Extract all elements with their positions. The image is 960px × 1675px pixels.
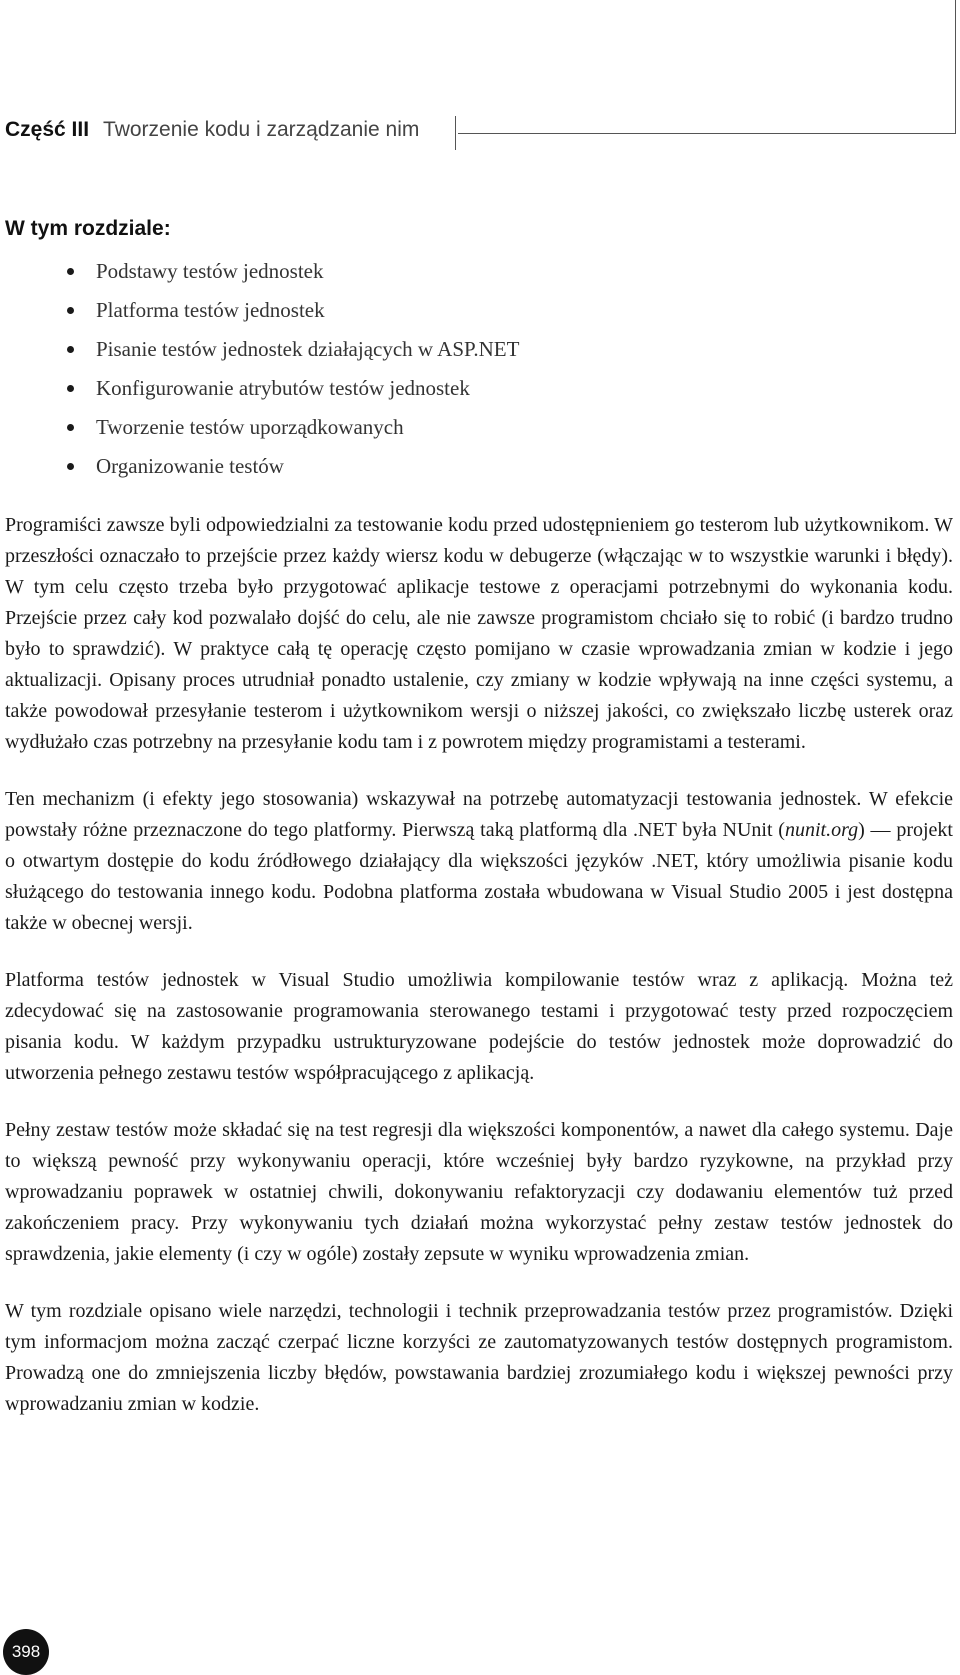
topic-item	[60, 373, 519, 412]
paragraph-chapter-summary: W tym rozdziale opisano wiele narzędzi, technologii i technik przeprowadzania testów przez programistów. Dzięki tym informacjom można zacząć czerpać liczne korzyści ze zautomatyzowanych testów dostępnych programistom. Prowadzą one do zmniejszenia liczby błędów, powstawania bardziej zrozumiałego kodu i większej pewności przy wprowadzaniu zmian w kodzie.	[5, 1300, 953, 1415]
header-rule	[458, 133, 956, 134]
topic-text: Konfigurowanie atrybutów testów jednostek	[96, 376, 470, 400]
crop-mark-line	[955, 0, 956, 134]
bullet-icon	[67, 307, 74, 314]
topic-text: Pisanie testów jednostek działających w ASP.NET	[96, 337, 520, 361]
paragraph-regression: Pełny zestaw testów może składać się na test regresji dla większości komponentów, a nawet dla całego systemu. Daje to większą pewność przy wykonywaniu operacji, które wcześniej były bardzo ryzykowne, na przykład przy wprowadzaniu poprawek w ostatniej chwili, dokonywaniu refaktoryzacji czy dodawaniu elementów tuż przed zakończeniem pracy. Przy wykonywaniu tych działań można wykorzystać pełny zestaw testów jednostek do sprawdzenia, jakie elementy (i czy w ogóle) zostały zepsute w wyniku wprowadzenia zmian.	[5, 1119, 953, 1265]
part-label: Część III	[5, 118, 90, 141]
in-chapter-heading: W tym rozdziale:	[5, 217, 171, 240]
paragraph-automation	[5, 784, 953, 939]
part-title: Tworzenie kodu i zarządzanie nim	[103, 118, 420, 141]
topic-item	[60, 451, 519, 490]
topic-text: Platforma testów jednostek	[96, 298, 325, 322]
bullet-icon	[67, 424, 74, 431]
paragraph-text: ) — projekt o otwartym dostępie do kodu źródłowego działający dla większości języków .NET, który umożliwia pisanie kodu służącego do testowania innego kodu. Podobna platforma została wbudowana w Visual Studio 2005 i jest dostępna także w obecnej wersji.	[5, 819, 953, 934]
topic-item	[60, 295, 519, 334]
topic-item	[60, 334, 519, 373]
running-header	[5, 116, 960, 156]
bullet-icon	[67, 385, 74, 392]
topic-item	[60, 256, 519, 295]
bullet-icon	[67, 346, 74, 353]
chapter-topics-list	[60, 256, 519, 490]
topic-text: Tworzenie testów uporządkowanych	[96, 415, 404, 439]
nunit-url: nunit.org	[784, 819, 859, 841]
body-text	[5, 510, 953, 1446]
bullet-icon	[67, 268, 74, 275]
paragraph-text: Ten mechanizm (i efekty jego stosowania) wskazywał na potrzebę automatyzacji testowania jednostek. W efekcie powstały różne przeznaczone do tego platformy. Pierwszą taką platformą dla .NET była NUnit (	[5, 788, 953, 841]
topic-text: Podstawy testów jednostek	[96, 259, 324, 283]
paragraph-visual-studio: Platforma testów jednostek w Visual Studio umożliwia kompilowanie testów wraz z aplikacją. Można też zdecydować się na zastosowanie programowania sterowanego testami i przygotować testy przed rozpoczęciem pisania kodu. W każdym przypadku ustrukturyzowane podejście do testów jednostek może doprowadzić do utworzenia pełnego zestawu testów współpracującego z aplikacją.	[5, 969, 953, 1084]
topic-text: Organizowanie testów	[96, 454, 284, 478]
paragraph-intro: Programiści zawsze byli odpowiedzialni za testowanie kodu przed udostępnieniem go testerom lub użytkownikom. W przeszłości oznaczało to przejście przez każdy wiersz kodu w debugerze (włączając w to wszystkie warunki i błędy). W tym celu często trzeba było przygotować aplikacje testowe z operacjami potrzebnymi do wykonania kodu. Przejście przez cały kod pozwalało dojść do celu, ale nie zawsze programistom chciało się to robić (i bardzo trudno było to sprawdzić). W praktyce całą tę operację często pomijano w czasie wprowadzania zmian w kodzie i jego aktualizacji. Opisany proces utrudniał ponadto ustalenie, czy zmiany w kodzie wpływają na inne części systemu, a także powodował przesyłanie testerom i użytkownikom wersji o niższej jakości, co zwiększało liczbę usterek oraz wydłużało czas potrzebny na przesyłanie kodu tam i z powrotem między programistami a testerami.	[5, 514, 953, 753]
topic-item	[60, 412, 519, 451]
bullet-icon	[67, 463, 74, 470]
page-number-badge: 398	[3, 1629, 49, 1675]
header-divider-vertical	[455, 116, 456, 150]
